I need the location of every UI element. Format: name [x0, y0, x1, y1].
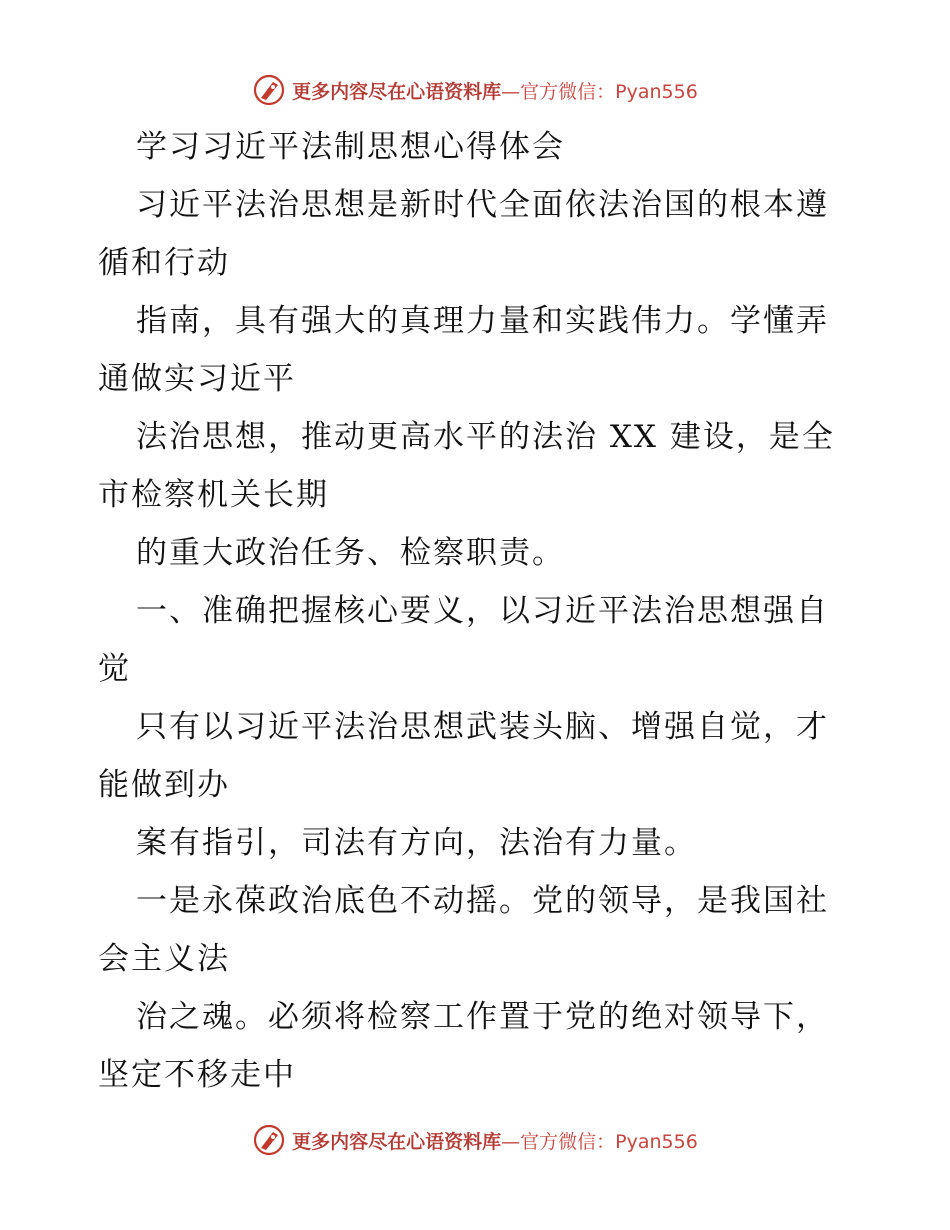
document-line: 循和行动: [98, 245, 230, 281]
pen-nib-logo-icon: [252, 73, 286, 107]
document-line: 习近平法治思想是新时代全面依法治国的根本遵: [136, 187, 829, 223]
watermark-site-name: 更多内容尽在心语资料库: [292, 1130, 502, 1153]
watermark-site-name: 更多内容尽在心语资料库: [292, 80, 502, 103]
document-line: 一是永葆政治底色不动摇。党的领导，是我国社: [136, 883, 829, 919]
document-line: 市检察机关长期: [98, 477, 329, 513]
document-line: 只有以习近平法治思想武装头脑、增强自觉，才: [136, 709, 829, 745]
watermark-text: [292, 1127, 698, 1154]
pen-nib-logo-icon: [252, 1123, 286, 1157]
document-line: 治之魂。必须将检察工作置于党的绝对领导下，: [136, 999, 829, 1035]
footer-watermark-banner: [0, 1120, 950, 1160]
document-line: 的重大政治任务、检察职责。: [136, 535, 565, 571]
watermark-dash: —: [501, 1130, 521, 1153]
document-line: 觉: [98, 651, 131, 687]
document-line: 法治思想，推动更高水平的法治 XX 建设，是全: [136, 419, 835, 455]
document-line: 一、准确把握核心要义，以习近平法治思想强自: [136, 593, 829, 629]
header-watermark-banner: [0, 70, 950, 110]
document-line: 学习习近平法制思想心得体会: [136, 129, 565, 165]
document-line: 案有指引，司法有方向，法治有力量。: [136, 825, 697, 861]
watermark-dash: —: [501, 80, 521, 103]
document-line: 坚定不移走中: [98, 1057, 296, 1093]
document-line: 会主义法: [98, 941, 230, 977]
document-line: 能做到办: [98, 767, 230, 803]
document-line: 指南，具有强大的真理力量和实践伟力。学懂弄: [136, 303, 829, 339]
watermark-wechat: 官方微信：Pyan556: [520, 1130, 698, 1153]
document-line: 通做实习近平: [98, 361, 296, 397]
watermark-wechat: 官方微信：Pyan556: [520, 80, 698, 103]
document-body: [98, 118, 858, 1104]
watermark-text: [292, 77, 698, 104]
